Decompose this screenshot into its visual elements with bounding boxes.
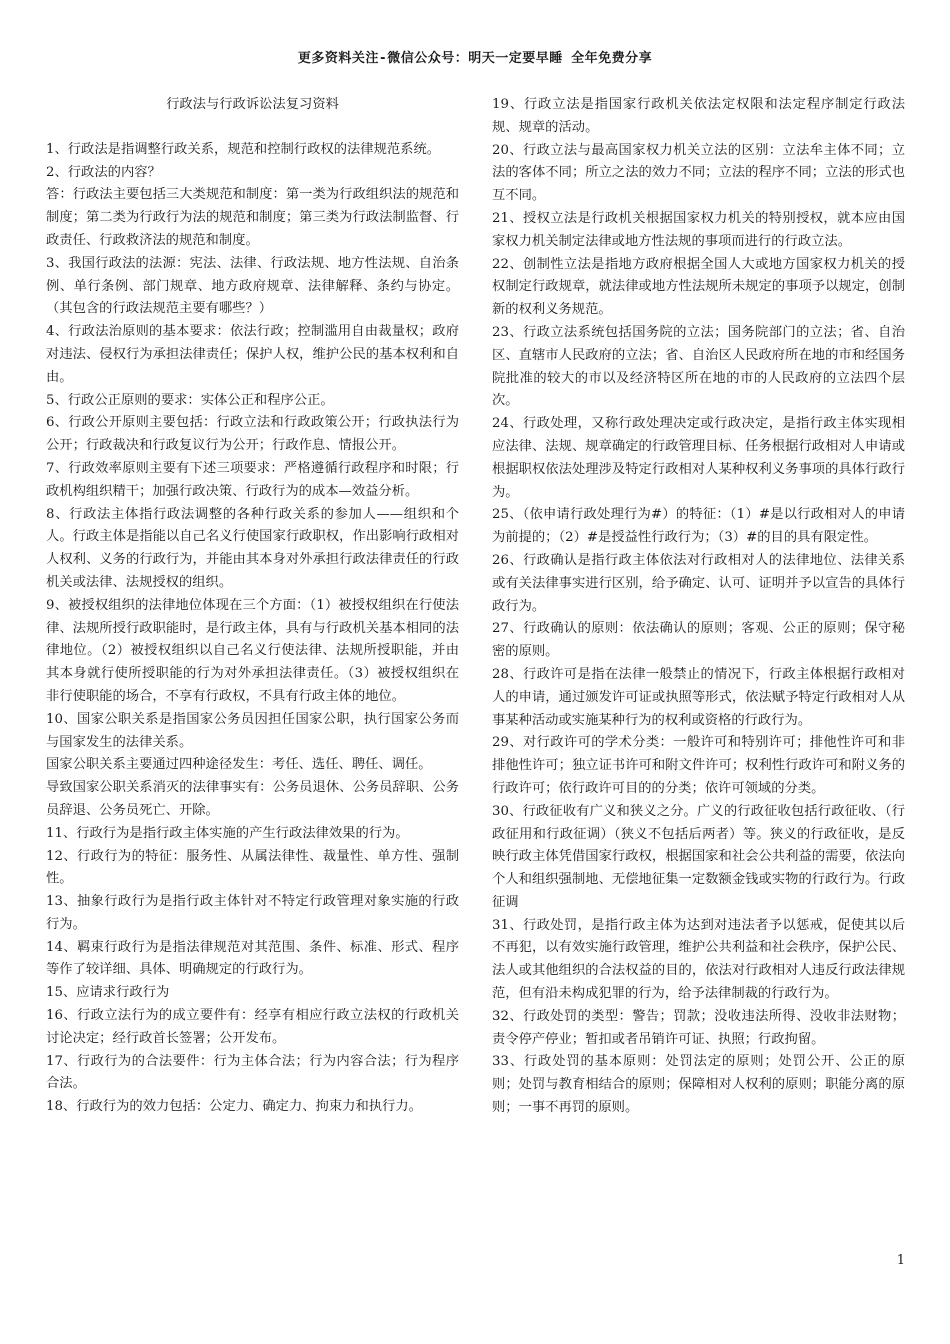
paragraph: 8、行政法主体指行政法调整的各种行政关系的参加人——组织和个人。行政主体是指能以自己名义行使国家行政职权，作出影响行政相对人权利、义务的行政行为，并能由其本身对外承担行政法律责任的行政机关或法律、法规授权的组织。 bbox=[46, 506, 459, 590]
paragraph: 33、行政处罚的基本原则：处罚法定的原则；处罚公开、公正的原则；处罚与教育相结合的原则；保障相对人权利的原则；职能分离的原则；一事不再罚的原则。 bbox=[492, 1054, 905, 1116]
paragraph: 13、抽象行政行为是指行政主体针对不特定行政管理对象实施的行政行为。 bbox=[46, 894, 459, 932]
paragraph: 25、（依申请行政处理行为#）的特征：（1）#是以行政相对人的申请为前提的；（2）#是授益性行政行为；（3）#的目的具有限定性。 bbox=[492, 507, 905, 546]
paragraph: 2、行政法的内容？ bbox=[46, 164, 161, 180]
paragraph: 19、行政立法是指国家行政机关依法定权限和法定程序制定行政法规、规章的活动。 bbox=[492, 97, 905, 135]
paragraph: 3、我国行政法的法源：宪法、法律、行政法规、地方性法规、自治条例、单行条例、部门规章、地方政府规章、法律解释、条约与协定。（其包含的行政法规范主要有哪些？） bbox=[46, 255, 459, 317]
paragraph: 17、行政行为的合法要件：行为主体合法；行为内容合法；行为程序合法。 bbox=[46, 1053, 459, 1092]
paragraph: 国家公职关系主要通过四种途径发生：考任、选任、聘任、调任。 bbox=[46, 757, 432, 773]
paragraph: 9、被授权组织的法律地位体现在三个方面：（1）被授权组织在行使法律、法规所授行政职能时，是行政主体，具有与行政机关基本相同的法律地位。（2）被授权组织以自己名义行使法律、法规所授职能，并由其本身就行使所授职能的行为对外承担法律责任。（3）被授权组织在非行使职能的场合，不享有行政权，不具有行政主体的地位。 bbox=[46, 597, 459, 704]
paragraph: 23、行政立法系统包括国务院的立法；国务院部门的立法；省、自治区、直辖市人民政府的立法；省、自治区人民政府所在地的市和经国务院批准的较大的市以及经济特区所在地的市的人民政府的立法四个层次。 bbox=[492, 324, 905, 409]
paragraph: 6、行政公开原则主要包括：行政立法和行政政策公开；行政执法行为公开；行政裁决和行政复议行为公开；行政作息、情报公开。 bbox=[46, 415, 459, 454]
paragraph: 32、行政处罚的类型：警告；罚款；没收违法所得、没收非法财物；责令停产停业；暂扣或者吊销许可证、执照；行政拘留。 bbox=[492, 1008, 905, 1047]
paragraph: 答：行政法主要包括三大类规范和制度：第一类为行政组织法的规范和制度；第二类为行政行为法的规范和制度；第三类为行政法制监督、行政责任、行政救济法的规范和制度。 bbox=[46, 187, 459, 248]
page-number: 1 bbox=[896, 1253, 905, 1268]
document-title: 行政法与行政诉讼法复习资料 bbox=[166, 97, 339, 112]
paragraph: 29、对行政许可的学术分类：一般许可和特别许可；排他性许可和非排他性许可；独立证书许可和附文件许可；权利性行政许可和附义务的行政许可；依行政许可目的的分类；依许可领域的分类。 bbox=[492, 735, 905, 796]
paragraph: 18、行政行为的效力包括：公定力、确定力、拘束力和执行力。 bbox=[46, 1099, 422, 1115]
paragraph: 21、授权立法是行政机关根据国家权力机关的特别授权，就本应由国家权力机关制定法律或地方性法规的事项而进行的行政立法。 bbox=[492, 210, 905, 249]
paragraph: 4、行政法治原则的基本要求：依法行政；控制滥用自由裁量权；政府对违法、侵权行为承担法律责任；保护人权，维护公民的基本权利和自由。 bbox=[46, 324, 459, 385]
paragraph: 14、羁束行政行为是指法律规范对其范围、条件、标准、形式、程序等作了较详细、具体、明确规定的行政行为。 bbox=[46, 939, 459, 978]
paragraph: 31、行政处罚，是指行政主体为达到对违法者予以惩戒，促使其以后不再犯，以有效实施行政管理，维护公共利益和社会秩序，保护公民、法人或其他组织的合法权益的目的，依法对行政相对人违反行政法律规范，但有沿未构成犯罪的行为，给予法律制裁的行政行为。 bbox=[492, 917, 905, 1002]
header-banner: 更多资料关注-微信公众号：明天一定要早睡 全年免费分享 bbox=[297, 51, 653, 66]
paragraph: 导致国家公职关系消灭的法律事实有：公务员退休、公务员辞职、公务员辞退、公务员死亡、开除。 bbox=[46, 780, 459, 818]
paragraph: 10、国家公职关系是指国家公务员因担任国家公职，执行国家公务而与国家发生的法律关系。 bbox=[46, 711, 459, 750]
paragraph: 5、行政公正原则的要求：实体公正和程序公正。 bbox=[46, 392, 334, 408]
paragraph: 7、行政效率原则主要有下述三项要求：严格遵循行政程序和时限；行政机构组织精干；加强行政决策、行政行为的成本—效益分析。 bbox=[46, 460, 459, 499]
paragraph: 15、应请求行政行为 bbox=[46, 985, 170, 1001]
left-column bbox=[46, 94, 459, 1119]
paragraph: 11、行政行为是指行政主体实施的产生行政法律效果的行为。 bbox=[46, 825, 409, 841]
paragraph: 26、行政确认是指行政主体依法对行政相对人的法律地位、法律关系或有关法律事实进行区别，给予确定、认可、证明并予以宣告的具体行政行为。 bbox=[492, 552, 905, 614]
paragraph: 30、行政征收有广义和狭义之分。广义的行政征收包括行政征收、（行政征用和行政征调）（狭义不包括后两者）等。狭义的行政征收，是反映行政主体凭借国家行政权，根据国家和社会公共利益的需要，依法向个人和组织强制地、无偿地征集一定数额金钱或实物的行政行为。行政征调 bbox=[492, 803, 905, 910]
paragraph: 24、行政处理，又称行政处理决定或行政决定，是指行政主体实现相应法律、法规、规章确定的行政管理目标、任务根据行政相对人申请或根据职权依法处理涉及特定行政相对人某种权利义务事项的具体行政行为。 bbox=[492, 416, 905, 500]
paragraph: 12、行政行为的特征：服务性、从属法律性、裁量性、单方性、强制性。 bbox=[46, 848, 459, 887]
paragraph: 1、行政法是指调整行政关系，规范和控制行政权的法律规范系统。 bbox=[46, 141, 441, 157]
paragraph: 16、行政立法行为的成立要件有：经享有相应行政立法权的行政机关讨论决定；经行政首长签署；公开发布。 bbox=[46, 1008, 459, 1046]
right-column bbox=[492, 94, 905, 1120]
paragraph: 28、行政许可是指在法律一般禁止的情况下，行政主体根据行政相对人的申请，通过颁发许可证或执照等形式，依法赋予特定行政相对人从事某种活动或实施某种行为的权利或资格的行政行为。 bbox=[492, 666, 905, 728]
paragraph: 22、创制性立法是指地方政府根据全国人大或地方国家权力机关的授权制定行政规章，就法律或地方性法规所未规定的事项予以规定，创制新的权利义务规范。 bbox=[492, 256, 905, 318]
paragraph: 27、行政确认的原则：依法确认的原则；客观、公正的原则；保守秘密的原则。 bbox=[492, 621, 905, 660]
paragraph: 20、行政立法与最高国家权力机关立法的区别：立法牟主体不同；立法的客体不同；所立之法的效力不同；立法的程序不同；立法的形式也互不同。 bbox=[492, 142, 905, 204]
